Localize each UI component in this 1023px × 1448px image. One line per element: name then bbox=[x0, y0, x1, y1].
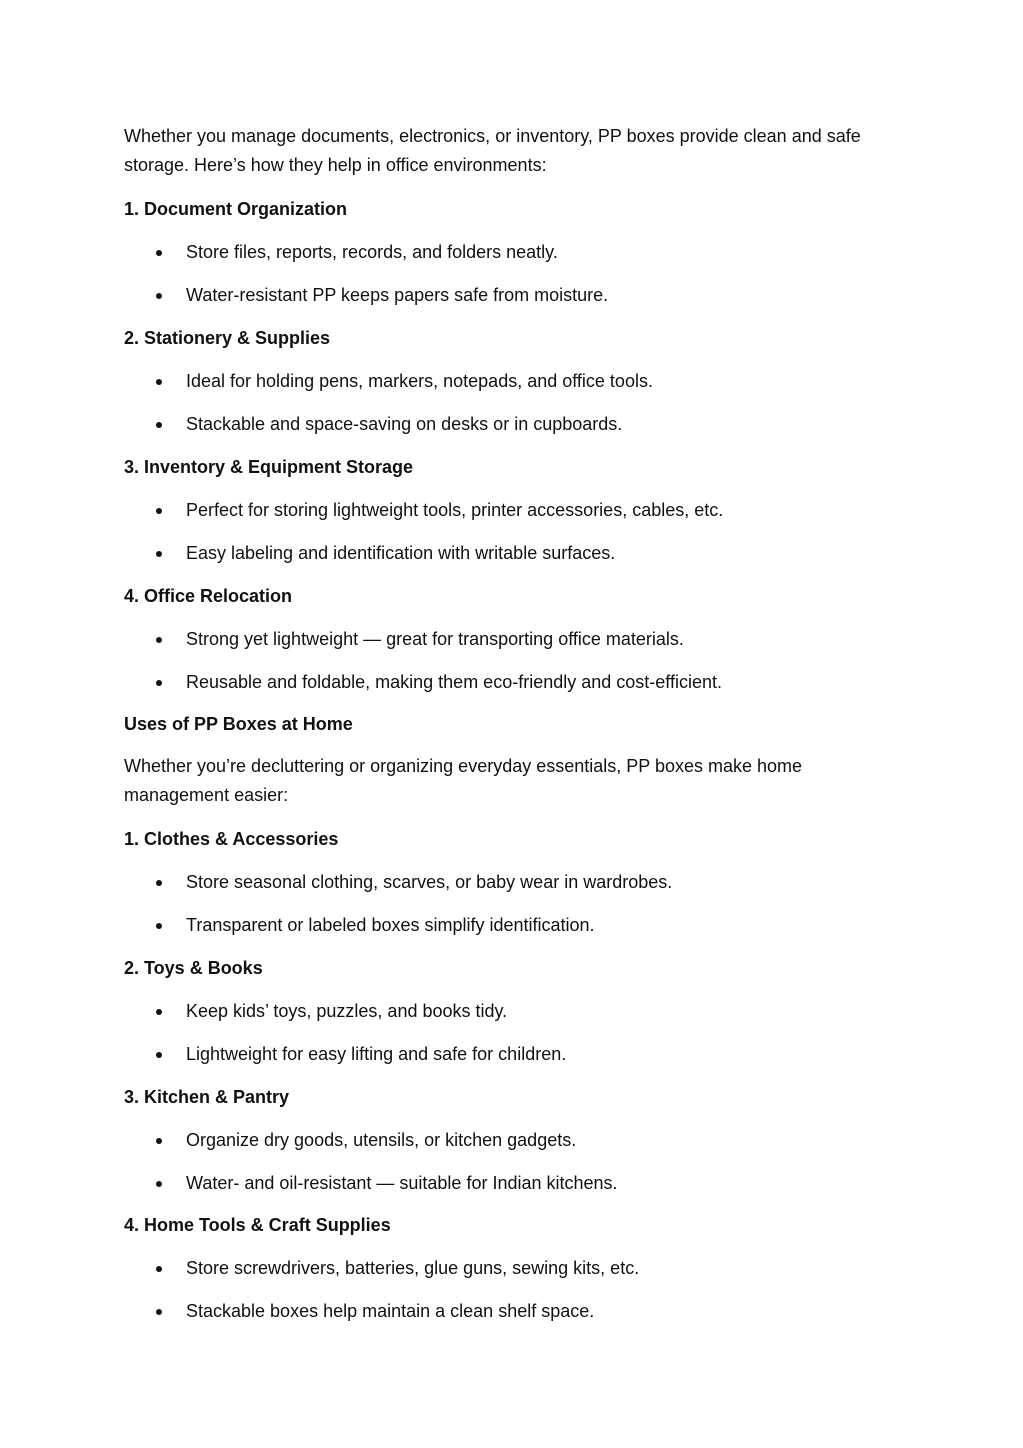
bullet-text: Water-resistant PP keeps papers safe from moisture. bbox=[186, 285, 609, 305]
bullet-text: Water- and oil-resistant — suitable for Indian kitchens. bbox=[186, 1173, 618, 1193]
bullet-icon bbox=[156, 422, 162, 428]
section-heading: 3. Kitchen & Pantry bbox=[124, 1087, 290, 1107]
bullet-text: Easy labeling and identification with writable surfaces. bbox=[186, 543, 616, 563]
section-heading: 2. Stationery & Supplies bbox=[124, 328, 331, 348]
bullet-icon bbox=[156, 1138, 162, 1144]
bullet-icon bbox=[156, 293, 162, 299]
bullet-text: Keep kids’ toys, puzzles, and books tidy. bbox=[186, 1001, 508, 1021]
bullet-icon bbox=[156, 551, 162, 557]
bullet-text: Store seasonal clothing, scarves, or baby wear in wardrobes. bbox=[186, 872, 673, 892]
bullet-text: Reusable and foldable, making them eco-friendly and cost-efficient. bbox=[186, 672, 722, 692]
section-heading: 1. Document Organization bbox=[124, 199, 348, 219]
home-section-title: Uses of PP Boxes at Home bbox=[124, 714, 353, 734]
bullet-text: Stackable boxes help maintain a clean shelf space. bbox=[186, 1301, 595, 1321]
bullet-text: Strong yet lightweight — great for transporting office materials. bbox=[186, 629, 684, 649]
bullet-icon bbox=[156, 1052, 162, 1058]
bullet-text: Perfect for storing lightweight tools, printer accessories, cables, etc. bbox=[186, 500, 724, 520]
office-intro-paragraph: Whether you manage documents, electronics, or inventory, PP boxes provide clean and safe storage. Here’s how they help in office environments: bbox=[124, 126, 861, 175]
bullet-icon bbox=[156, 1309, 162, 1315]
bullet-icon bbox=[156, 1181, 162, 1187]
bullet-text: Lightweight for easy lifting and safe for children. bbox=[186, 1044, 567, 1064]
bullet-text: Organize dry goods, utensils, or kitchen gadgets. bbox=[186, 1130, 577, 1150]
bullet-icon bbox=[156, 1009, 162, 1015]
bullet-text: Store files, reports, records, and folders neatly. bbox=[186, 242, 558, 262]
bullet-icon bbox=[156, 880, 162, 886]
bullet-icon bbox=[156, 250, 162, 256]
section-heading: 4. Home Tools & Craft Supplies bbox=[124, 1215, 391, 1235]
bullet-icon bbox=[156, 680, 162, 686]
section-heading: 4. Office Relocation bbox=[124, 586, 293, 606]
bullet-icon bbox=[156, 508, 162, 514]
bullet-icon bbox=[156, 637, 162, 643]
bullet-icon bbox=[156, 923, 162, 929]
bullet-text: Transparent or labeled boxes simplify identification. bbox=[186, 915, 595, 935]
bullet-text: Ideal for holding pens, markers, notepads, and office tools. bbox=[186, 371, 653, 391]
section-heading: 2. Toys & Books bbox=[124, 958, 263, 978]
bullet-icon bbox=[156, 379, 162, 385]
bullet-text: Store screwdrivers, batteries, glue guns, sewing kits, etc. bbox=[186, 1258, 640, 1278]
bullet-text: Stackable and space-saving on desks or in cupboards. bbox=[186, 414, 623, 434]
section-heading: 1. Clothes & Accessories bbox=[124, 829, 339, 849]
section-heading: 3. Inventory & Equipment Storage bbox=[124, 457, 414, 477]
home-intro-paragraph: Whether you’re decluttering or organizing everyday essentials, PP boxes make home management easier: bbox=[124, 756, 803, 805]
bullet-icon bbox=[156, 1266, 162, 1272]
